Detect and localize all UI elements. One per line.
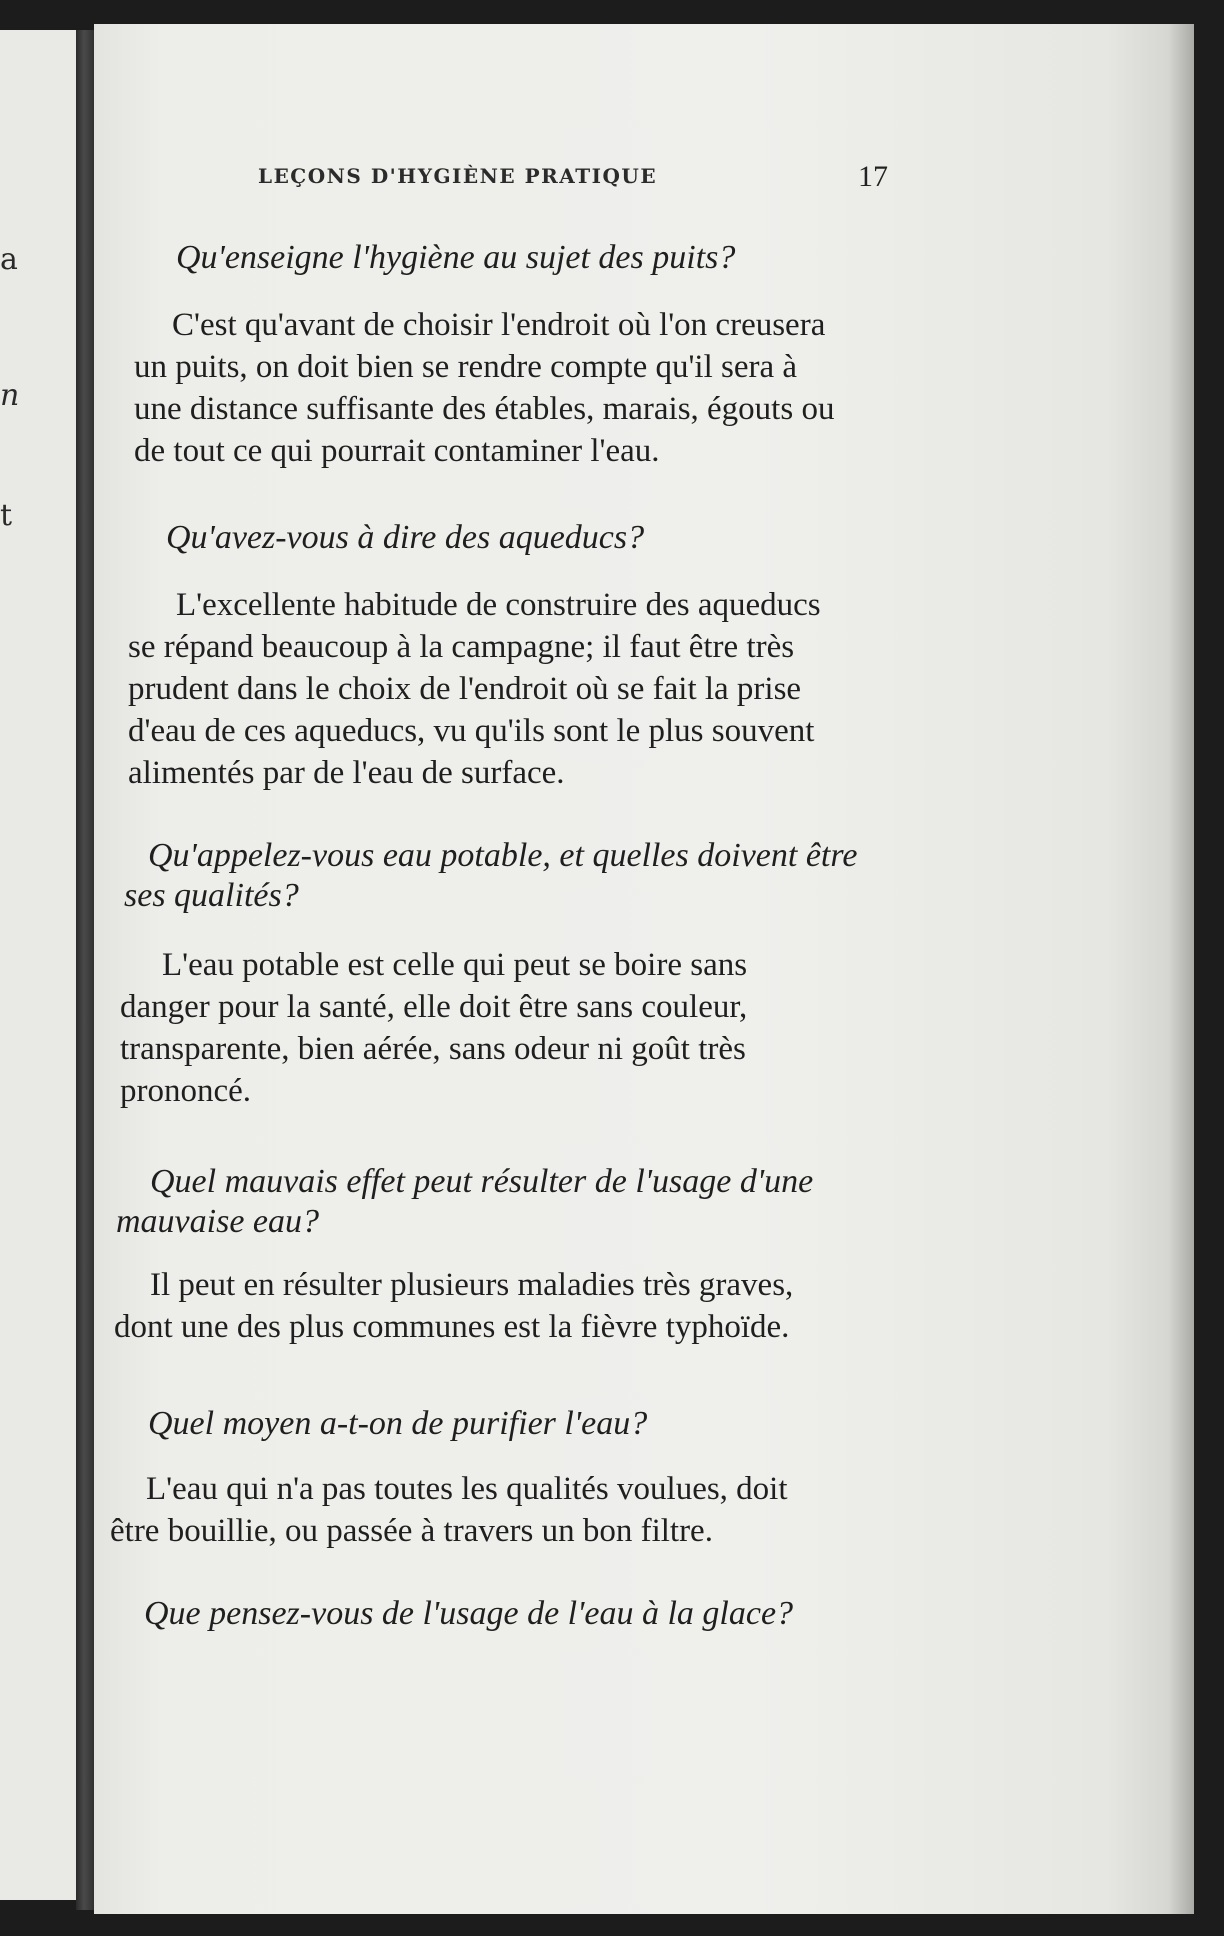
answer-1 <box>134 304 978 472</box>
previous-page-edge <box>0 30 78 1900</box>
answer-line: se répand beaucoup à la campagne; il faut être très <box>128 629 795 665</box>
question-line: Qu'appelez-vous eau potable, et quelles doivent être <box>148 837 858 874</box>
answer-line: un puits, on doit bien se rendre compte qu'il sera à <box>134 349 798 385</box>
book-gutter <box>76 30 96 1910</box>
answer-line: alimentés par de l'eau de surface. <box>128 755 565 791</box>
answer-5 <box>110 1468 970 1552</box>
question-line: Qu'avez-vous à dire des aqueducs? <box>166 519 645 556</box>
answer-line: prudent dans le choix de l'endroit où se fait la prise <box>128 671 802 707</box>
answer-line: prononcé. <box>120 1073 252 1109</box>
answer-line: dont une des plus communes est la fièvre typhoïde. <box>114 1309 790 1345</box>
answer-line: de tout ce qui pourrait contaminer l'eau. <box>134 433 660 469</box>
answer-2 <box>128 584 978 794</box>
answer-line: L'excellente habitude de construire des aqueducs <box>176 587 821 623</box>
question-4 <box>116 1162 976 1242</box>
answer-3 <box>120 944 976 1112</box>
running-title: LEÇONS D'HYGIÈNE PRATIQUE <box>258 164 658 188</box>
question-2 <box>166 518 876 558</box>
answer-line: d'eau de ces aqueducs, vu qu'ils sont le plus souvent <box>128 713 815 749</box>
answer-line: une distance suffisante des étables, marais, égouts ou <box>134 391 835 427</box>
question-5 <box>148 1404 908 1444</box>
answer-line: transparente, bien aérée, sans odeur ni goût très <box>120 1031 746 1067</box>
question-line: ses qualités? <box>124 877 299 914</box>
answer-line: L'eau potable est celle qui peut se boire sans <box>162 947 748 983</box>
question-line: Quel moyen a-t-on de purifier l'eau? <box>148 1405 648 1442</box>
answer-line: C'est qu'avant de choisir l'endroit où l'on creusera <box>172 307 826 343</box>
question-3 <box>124 836 984 916</box>
question-line: Qu'enseigne l'hygiène au sujet des puits? <box>176 239 736 276</box>
question-1 <box>176 238 886 278</box>
answer-line: L'eau qui n'a pas toutes les qualités voulues, doit <box>146 1471 788 1507</box>
answer-line: danger pour la santé, elle doit être sans couleur, <box>120 989 748 1025</box>
question-line: mauvaise eau? <box>116 1203 320 1240</box>
edge-char: n <box>0 378 20 413</box>
page-edge-shadow <box>1168 24 1194 1914</box>
answer-4 <box>114 1264 974 1348</box>
question-line: Quel mauvais effet peut résulter de l'usage d'une <box>150 1163 814 1200</box>
edge-char: t <box>0 498 13 533</box>
question-line: Que pensez-vous de l'usage de l'eau à la glace? <box>144 1595 794 1632</box>
question-6 <box>144 1594 944 1634</box>
answer-line: Il peut en résulter plusieurs maladies très graves, <box>150 1267 794 1303</box>
edge-char: a <box>0 242 18 277</box>
page-number: 17 <box>858 160 888 193</box>
answer-line: être bouillie, ou passée à travers un bon filtre. <box>110 1513 713 1549</box>
